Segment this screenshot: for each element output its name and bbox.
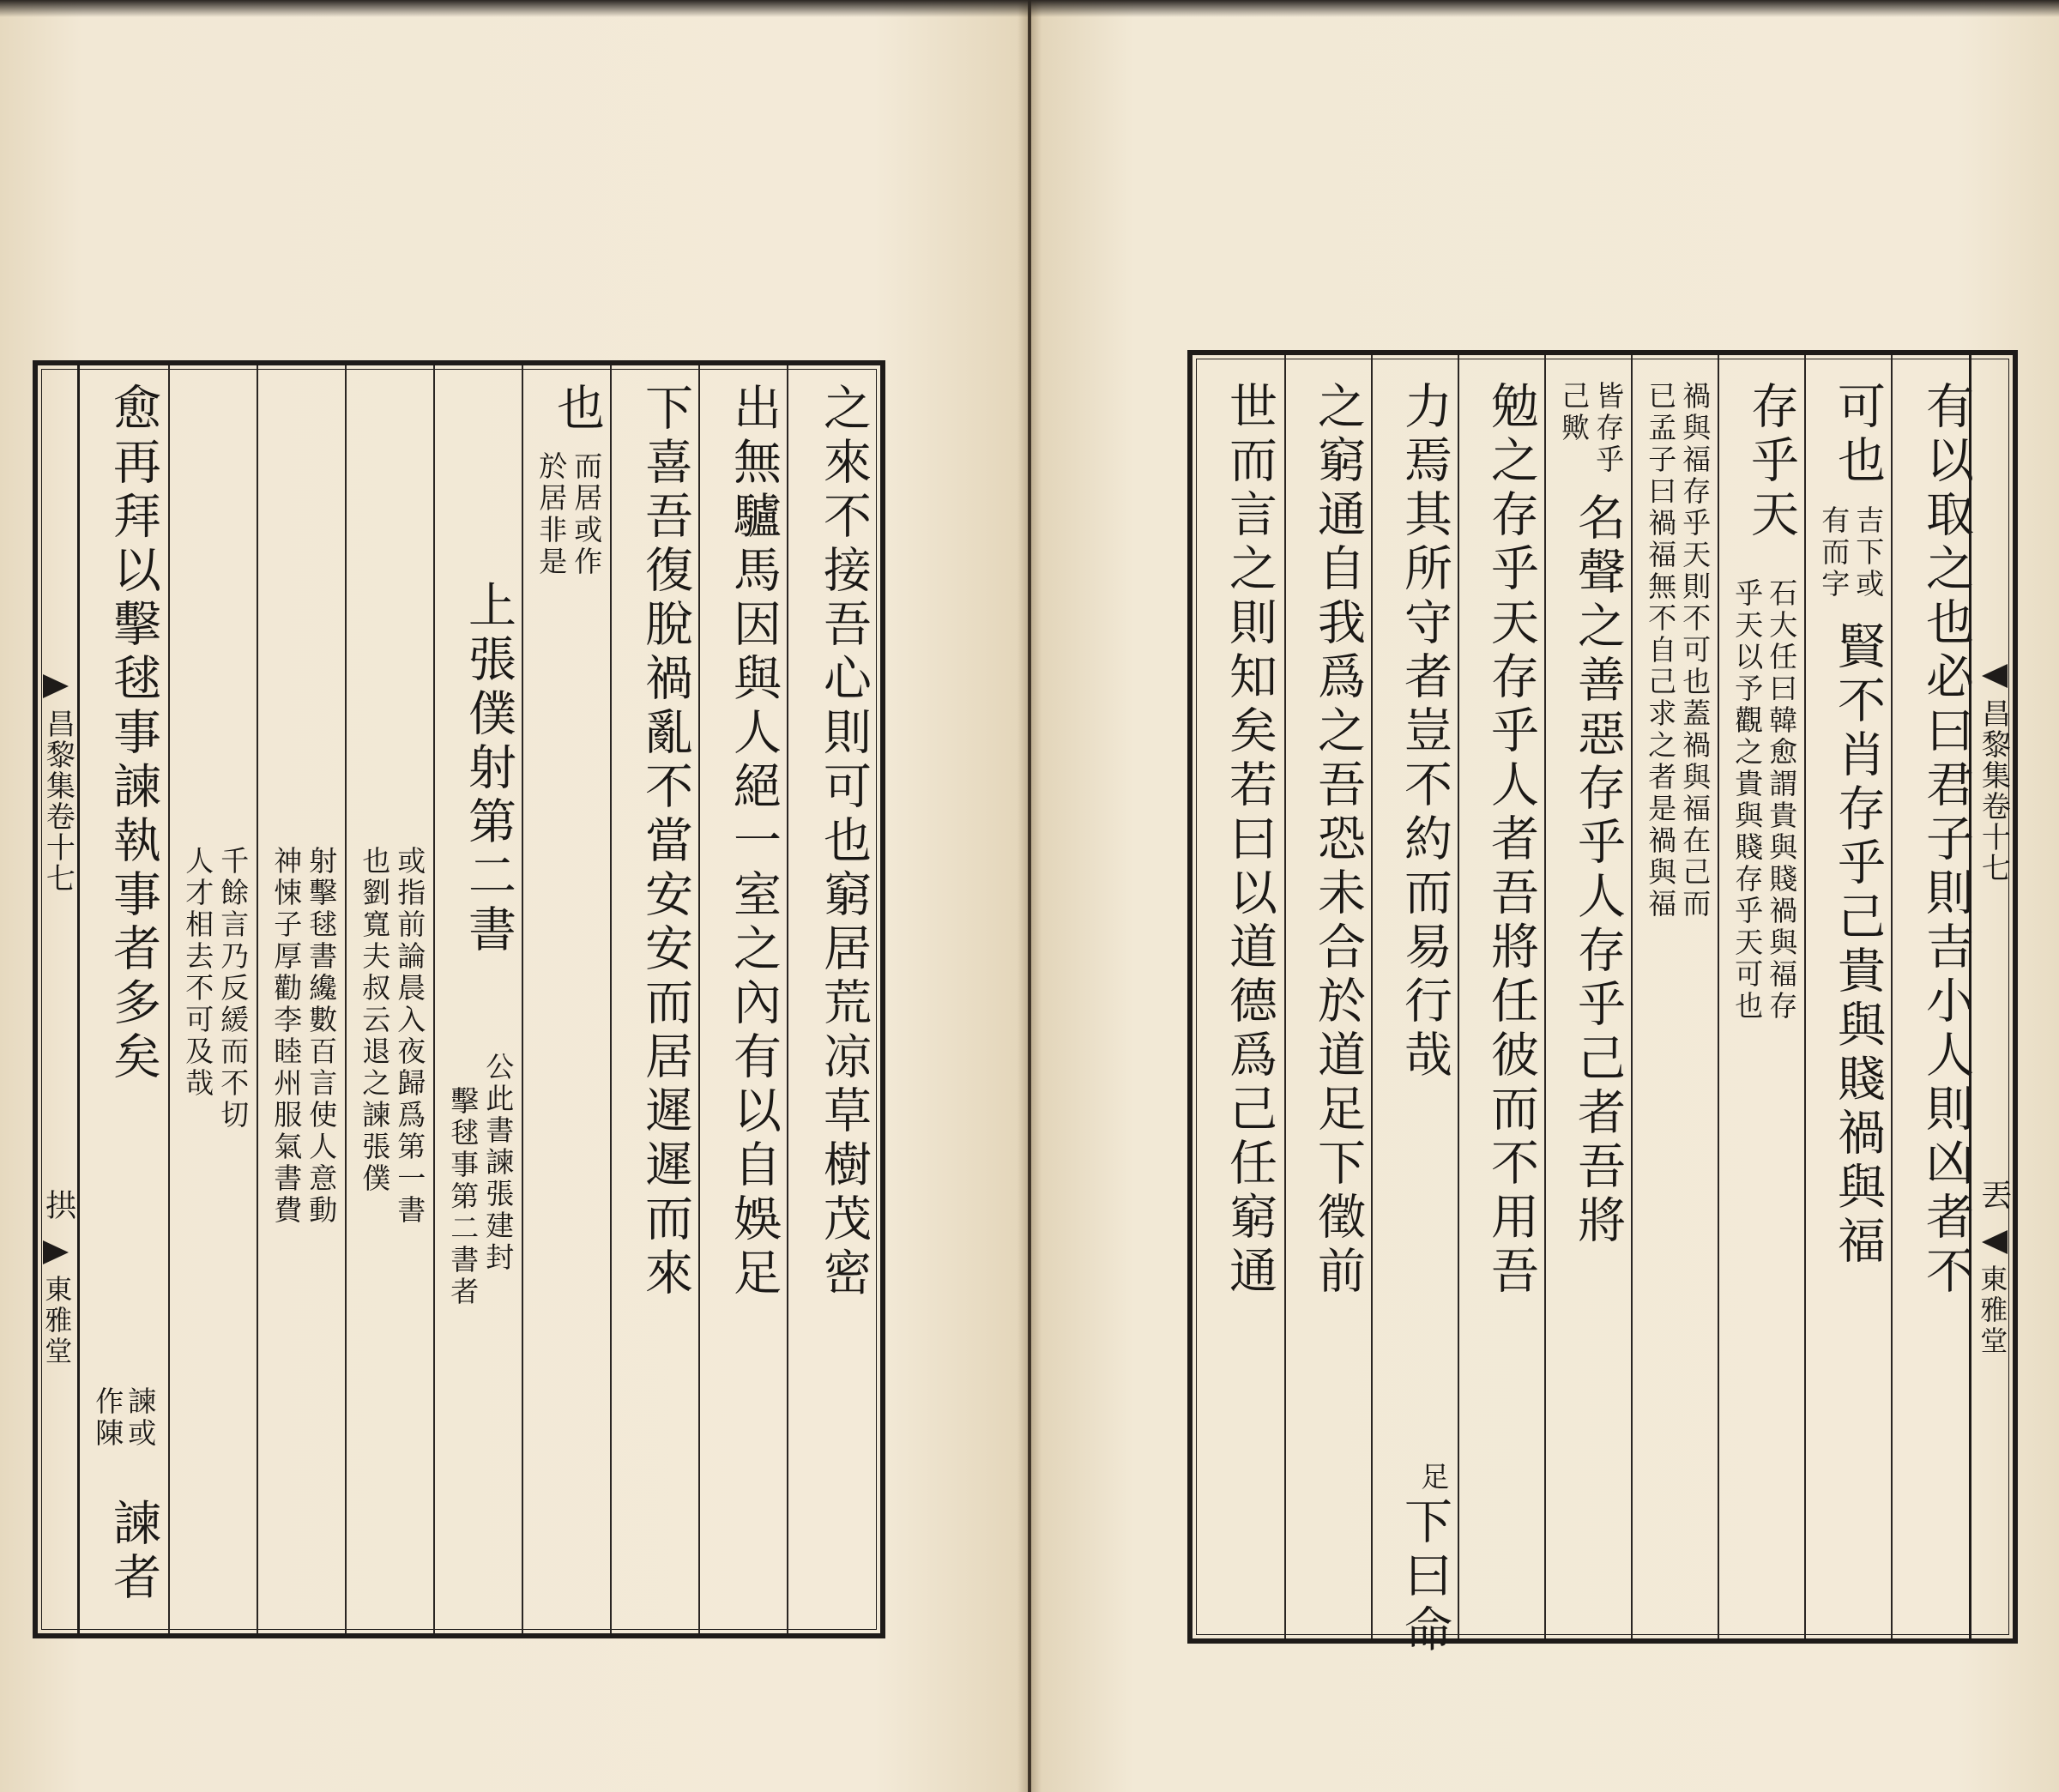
left-col-9-note-right: 諫或	[124, 1386, 158, 1450]
right-col-6	[1458, 355, 1544, 1638]
left-col-9-note-left: 作陳	[91, 1386, 125, 1450]
right-col-2-note-left: 有而字	[1817, 505, 1851, 600]
right-col-1	[1891, 355, 1980, 1638]
right-col-2-main-end: 賢不肖存乎己貴與賤禍與福	[1830, 621, 1886, 1270]
left-col-4-note-right: 而居或作	[570, 451, 604, 578]
left-col-7	[257, 365, 345, 1633]
right-page-margin	[1969, 355, 2013, 1638]
left-col-8-note-right: 千餘言乃反緩而不切	[216, 846, 251, 1131]
right-col-4	[1631, 355, 1718, 1638]
left-col-5-note-left: 擊毬事第二書者	[446, 1086, 480, 1308]
left-col-9	[80, 365, 168, 1633]
left-col-6-note-left: 也劉寬夫叔云退之諫張僕	[358, 846, 392, 1195]
right-margin-title: 昌黎集卷十七	[1976, 698, 2011, 884]
right-columns	[1198, 355, 1974, 1658]
left-col-3	[610, 365, 698, 1633]
left-col-8	[168, 365, 257, 1633]
left-col-8-note-left: 人才相去不可及哉	[181, 846, 215, 1100]
left-page-frame	[33, 360, 885, 1638]
right-col-4-note-right: 禍與福存乎天則不可也蓋禍與福在己而	[1678, 381, 1712, 920]
left-col-1	[787, 365, 880, 1633]
right-col-7-main-end: 下曰命	[1397, 1496, 1452, 1658]
right-col-3-note-right: 石大任曰韓愈謂貴與賤禍與福存	[1765, 578, 1799, 1023]
left-margin-page: 拱	[40, 1189, 76, 1223]
left-col-2-main: 出無驢馬因與人絕一室之內有以自娛足	[726, 383, 782, 1301]
right-col-3-main: 存乎天	[1743, 381, 1799, 543]
right-col-7	[1371, 355, 1458, 1658]
left-col-5-heading: 上張僕射第二書	[461, 580, 516, 958]
right-col-7-main: 力焉其所守者豈不約而易行哉	[1397, 381, 1452, 1083]
right-margin-publisher: 東雅堂	[1976, 1264, 2009, 1357]
right-col-2	[1804, 355, 1891, 1638]
left-col-6	[345, 365, 433, 1633]
right-col-3-note-left: 乎天以予觀之貴與賤存乎天可也	[1730, 578, 1765, 1023]
right-col-2-main: 可也	[1830, 381, 1886, 489]
right-col-6-main: 勉之存乎天存乎人者吾將任彼而不用吾	[1483, 381, 1539, 1300]
right-col-8	[1284, 355, 1371, 1638]
left-col-4	[522, 365, 610, 1633]
left-col-5	[433, 365, 522, 1633]
right-col-8-main: 之窮通自我爲之吾恐未合於道足下徵前	[1310, 381, 1366, 1300]
right-col-5-note-left: 己歟	[1557, 381, 1591, 444]
right-col-9	[1198, 355, 1284, 1638]
right-margin-page: 丟	[1976, 1179, 2012, 1213]
left-col-6-note-right: 或指前論晨入夜歸爲第一書	[393, 846, 427, 1227]
book-gutter	[1017, 0, 1042, 1792]
left-page-margin	[38, 365, 80, 1633]
left-col-4-main: 也	[549, 383, 605, 437]
left-col-9-main-end: 諫者	[106, 1498, 161, 1606]
left-columns	[80, 365, 875, 1633]
left-col-3-main: 下喜吾復脫禍亂不當安安而居遲遲而來	[637, 383, 693, 1301]
right-col-5	[1544, 355, 1631, 1638]
left-col-2	[698, 365, 787, 1633]
right-col-4-note-left: 已孟子曰禍福無不自己求之者是禍與福	[1644, 381, 1678, 920]
left-col-1-main: 之來不接吾心則可也窮居荒凉草樹茂密	[816, 383, 872, 1301]
right-col-5-note-right: 皆存乎	[1591, 381, 1626, 476]
right-page-frame	[1187, 350, 2018, 1658]
right-col-2-note-right: 吉下或	[1851, 505, 1886, 600]
left-col-9-main: 愈再拜以擊毬事諫執事者多矣	[106, 383, 161, 1085]
left-col-7-note-left: 神悚子厚勸李睦州服氣書費	[269, 846, 304, 1227]
right-col-9-main: 世而言之則知矣若曰以道德爲己任窮通	[1222, 381, 1277, 1300]
right-col-7-note: 足	[1416, 1462, 1451, 1493]
right-col-1-main: 有以取之也必曰君子則吉小人則凶者不	[1918, 381, 1974, 1300]
left-col-4-note-left: 於居非是	[534, 451, 569, 578]
left-col-7-note-right: 射擊毬書纔數百言使人意動	[305, 846, 339, 1227]
left-margin-title: 昌黎集卷十七	[40, 709, 75, 894]
left-margin-publisher: 東雅堂	[40, 1275, 74, 1367]
left-col-5-note-right: 公此書諫張建封	[481, 1052, 516, 1274]
right-col-3	[1718, 355, 1804, 1638]
right-col-5-main-end: 名聲之善惡存乎人存乎己者吾將	[1570, 492, 1626, 1249]
